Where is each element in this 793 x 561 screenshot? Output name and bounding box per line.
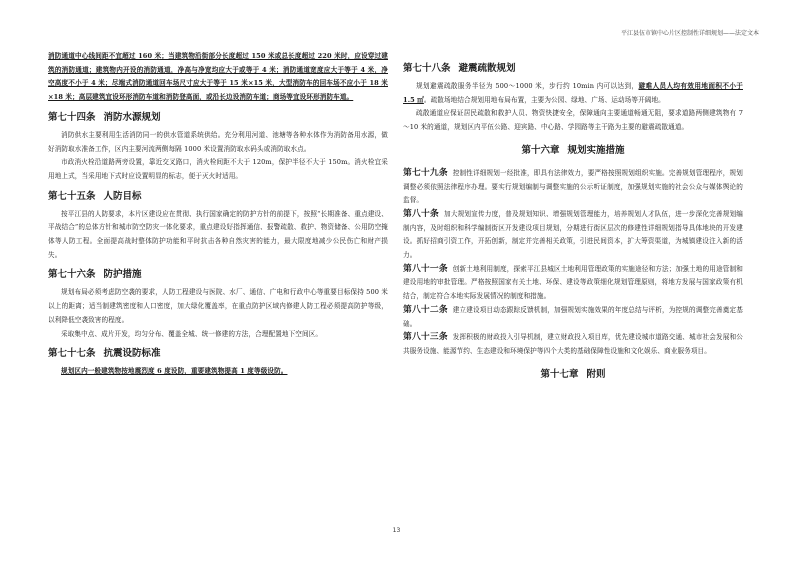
page-number: 13 (392, 527, 401, 534)
article-81-number: 第八十一条 (403, 263, 448, 274)
right-column (403, 50, 743, 391)
article-78-number: 第七十八条 (403, 63, 451, 74)
article-82 (403, 304, 743, 331)
fire-lane-paragraph: 消防通道中心线间距不宜超过 160 米；当建筑物沿街部分长度超过 150 米或总长度超过 220 米时，应设穿过建筑的消防通道；建筑物内开设的消防通道，净高与净宽均应大于或等于 4 米；消防通道宽度应大于等于 4 米，净空高度不小于 4 米；尽端式消防通道回车场尺寸应大于等于 15 米×15 米，大型消防车的回车场不应小于 18 米×18 米；高层建筑宜设环形消防车道和消防登高面，或沿长边设消防车道；商场等宜设环形消防车道。 (48, 52, 388, 102)
article-80-text: 加大规划宣传力度，普及规划知识、增强规划管理能力，培养规划人才队伍，进一步深化完善规划编制内容，及时组织和科学编制街区开发建设项目规划，分期进行街区层次的修建性详细规划指导具体地块的开发建设。抓好招商引资工作，开拓创新，制定并完善相关政策，引进民间资本，扩大筹资渠道，为城镇建设注入新的活力。 (403, 209, 743, 260)
article-74-heading (48, 111, 388, 125)
article-75-heading (48, 190, 388, 204)
article-78-text-emphasis: 避难人员人均有效用地面积不小于 1.5 ㎡ (403, 82, 743, 104)
article-79-number: 第七十九条 (403, 167, 448, 178)
chapter-16-title: 规划实施措施 (567, 144, 625, 156)
article-77-heading (48, 347, 388, 361)
article-79-text: 控制性详细规划一经批准，即具有法律效力，要严格按照规划组织实施。完善规划管理程序，规划调整必须依照法律程序办理。要实行规划编制与调整实施的公示听证制度，加强规划实施的社会公众与媒体舆论的监督。 (403, 168, 743, 205)
article-83-text: 发挥积极的财政投入引导机制，建立财政投入项目库，优先建设城市道路交通、城市社会发展和公共服务设施、能源节约、生态建设和环境保护等四个大类的基础保障性设施和文化娱乐、商业服务项目。 (403, 333, 743, 355)
article-76-paragraph-2: 采取集中点、成片开发，均匀分布、覆盖全城、统一修建的方法，合理配置地下空间区。 (61, 329, 323, 338)
article-77-paragraph-1: 规划区内一般建筑物按地震烈度 6 度设防，重要建筑物提高 1 度等级设防。 (61, 367, 288, 376)
article-74-paragraph-1: 消防供水主要利用生活消防同一的供水管道系统供给。充分利用河道、池塘等各种水体作为消防备用水源，做好消防取水准备工作，区内主要河流两侧每隔 1000 米设置消防取水码头或消防取水点。 (48, 130, 388, 153)
article-83 (403, 331, 743, 358)
chapter-16-number: 第十六章 (521, 144, 560, 156)
article-83-number: 第八十三条 (403, 332, 448, 343)
article-78-heading (403, 62, 743, 76)
article-80-number: 第八十条 (403, 208, 440, 219)
left-column (48, 50, 388, 379)
article-74-title: 消防水源规划 (103, 111, 161, 123)
article-79 (403, 167, 743, 208)
article-77-number: 第七十七条 (48, 348, 96, 360)
article-76-title: 防护措施 (103, 269, 142, 281)
article-80 (403, 208, 743, 263)
article-82-number: 第八十二条 (403, 304, 448, 315)
article-78-paragraph-2: 疏散通道应保证居民疏散和救护人员、物资快捷安全，保障通向主要通道畅通无阻，要求道路两侧建筑物有 7～10 米的通道，规划区内平伍公路、迎宾路、中心路、学园路等主干路为主要的避震疏散通道。 (403, 109, 743, 132)
article-81-text: 创新土地利用制度，探索平江县城区土地利用管理政策的实施途径和方法；加强土地的用途管制和建设用地的审批管理。严格按照国家有关土地、环保、建设等政策细化规划管理原则，将地方发展与国家政策有机结合，制定符合本地实际发展情况的制度和措施。 (403, 264, 743, 301)
article-74-number: 第七十四条 (48, 111, 96, 123)
chapter-17-title: 附则 (586, 368, 606, 380)
article-75-number: 第七十五条 (48, 190, 96, 202)
article-76-heading (48, 268, 388, 282)
chapter-16-heading (403, 144, 743, 158)
article-78-paragraph-1 (403, 80, 743, 107)
article-76-number: 第七十六条 (48, 269, 96, 281)
chapter-17-number: 第十七章 (540, 368, 579, 380)
article-78-text-a: 规划避震疏散服务半径为 500～1000 米，步行约 10min 内可以达到， (416, 82, 639, 90)
article-76-paragraph-1: 规划布局必须考虑防空袭的要求，人防工程建设与医院、水厂、通信、广电和行政中心等重要目标保持 500 米以上的距离；适当制建筑密度和人口密度，加大绿化覆盖率，在重点防护区域内修建人防工程必须提高防护等级，以利降低空袭致害的程度。 (48, 288, 388, 324)
article-77-title: 抗震设防标准 (103, 348, 161, 360)
article-75-title: 人防目标 (103, 190, 142, 202)
article-78-title: 避震疏散规划 (458, 63, 516, 74)
page-header: 平江县伍市镇中心片区控制性详细规划——法定文本 (620, 30, 759, 37)
article-81 (403, 263, 743, 304)
article-75-paragraph-1: 按平江县的人防要求，本片区建设应在贯彻、执行国家确定的防护方针的前提下，按照“长期准备、重点建设、平战结合”的总体方针和城市防空防灾一体化要求，重点建设好指挥通信、报警疏散、救护、物资储备、公用防空掩体等人防工程。全面提高战时整体防护功能和平时抗击各种自然灾害的能力，最大限度地减少公民伤亡和财产损失。 (48, 209, 388, 259)
article-78-text-c: 。疏散场地结合规划用地布局布置，主要为公园、绿地、广场、运动场等开阔地。 (423, 95, 665, 104)
chapter-17-heading (403, 368, 743, 382)
article-74-paragraph-2: 市政消火栓沿道路两旁设置，靠近交叉路口，消火栓间距不大于 120m，保护半径不大于 150m。消火栓宜采用地上式，当采用地下式时应设置明显的标志，便于灭火时适用。 (48, 158, 388, 180)
article-82-text: 建立建设项目动态跟踪反馈机制，加强规划实施效果的年度总结与评析，为控规的调整完善奠定基础。 (403, 305, 743, 328)
